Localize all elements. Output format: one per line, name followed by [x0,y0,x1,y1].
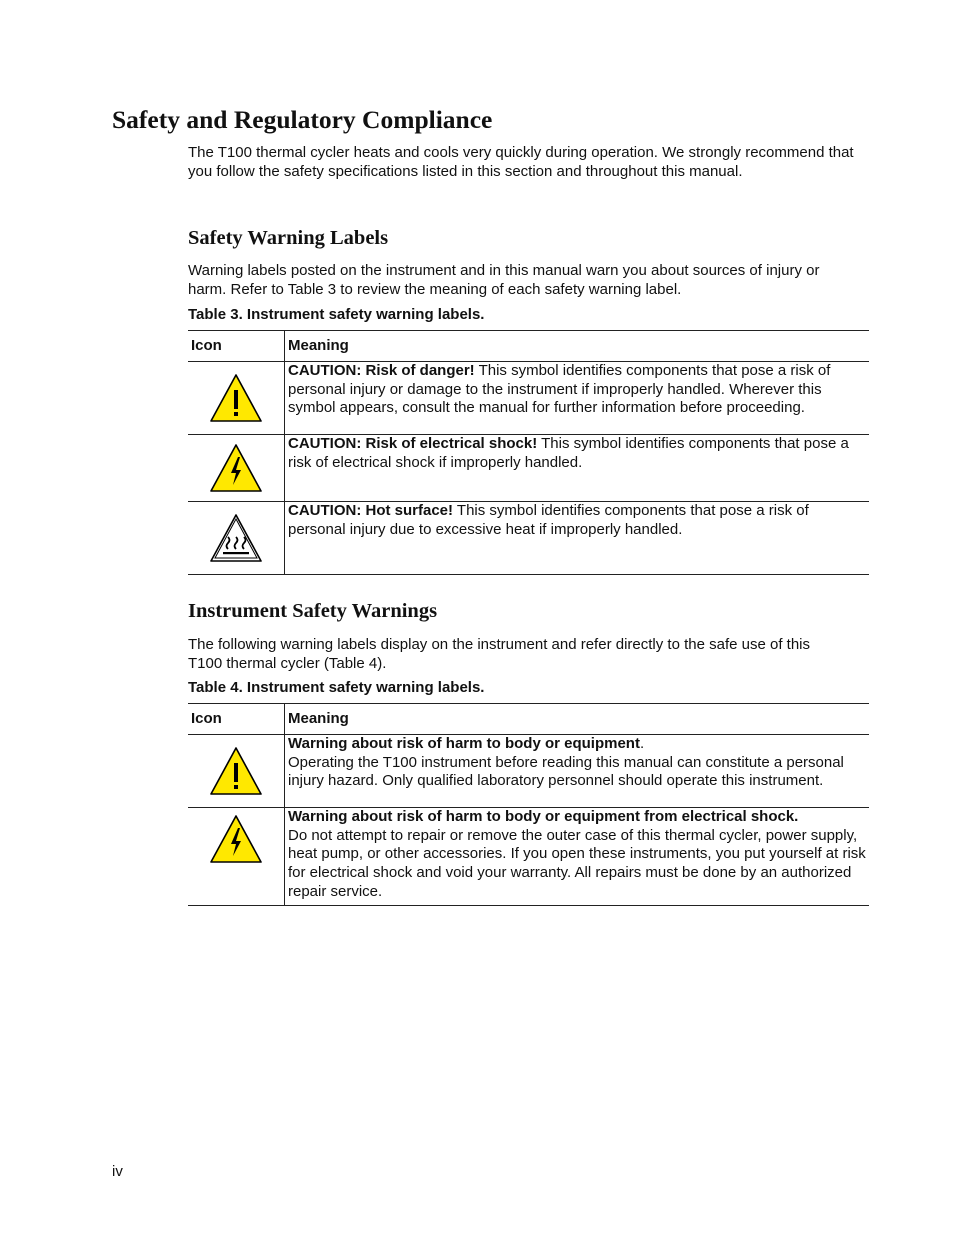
caution-body: This symbol identifies components that pose a risk of electrical shock if improperly handled. [288,435,849,471]
table4-icon-cell [188,735,285,808]
page-title: Safety and Regulatory Compliance [112,105,493,134]
general-warning-icon [209,373,263,423]
table3 [188,330,869,575]
table3-meaning-cell [285,502,870,575]
table4-icon-cell [188,808,285,906]
table3-header-row [188,331,869,362]
table4-header-icon: Icon [188,704,285,735]
electrical-shock-icon [209,814,263,864]
warning-title-suffix: . [639,735,645,752]
electrical-shock-icon [209,443,263,493]
table3-icon-cell [188,435,285,502]
section-heading-instrument-safety-warnings: Instrument Safety Warnings [188,600,438,622]
table4-header-row [188,704,869,735]
table4-caption: Table 4. Instrument safety warning labels. [188,679,485,696]
table-row [188,362,869,435]
table-row [188,735,869,808]
section-heading-safety-warning-labels: Safety Warning Labels [188,227,389,249]
table4-meaning-cell [285,808,870,906]
table4-header-meaning: Meaning [285,704,870,735]
intro-paragraph: The T100 thermal cycler heats and cools very quickly during operation. We strongly recommend that you follow the safety specifications listed in this section and throughout this manual. [188,144,854,180]
warning-title: Warning about risk of harm to body or equipment from electrical shock. [288,808,799,825]
table3-meaning-cell [285,435,870,502]
caution-body: This symbol identifies components that pose a risk of personal injury or damage to the instrument if improperly handled. Wherever this symbol appears, consult the manual for further information before proceeding. [288,362,831,417]
caution-title: CAUTION: Hot surface! [288,502,454,519]
section1-paragraph: Warning labels posted on the instrument and in this manual warn you about sources of injury or harm. Refer to Table 3 to review the meaning of each safety warning label. [188,262,820,298]
warning-body: Do not attempt to repair or remove the outer case of this thermal cycler, power supply, heat pump, or other accessories. If you open these instruments, you put yourself at risk for electrical shock and void your warranty. All repairs must be done by an authorized repair service. [288,826,866,900]
general-warning-icon [209,746,263,796]
warning-body: Operating the T100 instrument before reading this manual can constitute a personal injury hazard. Only qualified laboratory personnel should operate this instrument. [288,753,844,790]
table3-header-meaning: Meaning [285,331,870,362]
table4-meaning-cell [285,735,870,808]
table3-icon-cell [188,362,285,435]
warning-title: Warning about risk of harm to body or equipment [288,735,640,752]
table3-caption: Table 3. Instrument safety warning labels. [188,306,485,323]
caution-body: This symbol identifies components that pose a risk of personal injury due to excessive heat if improperly handled. [288,502,809,538]
table-row [188,808,869,906]
caution-title: CAUTION: Risk of danger! [288,362,475,379]
table4 [188,703,869,906]
page-number: iv [112,1163,123,1180]
table-row [188,435,869,502]
table3-header-icon: Icon [188,331,285,362]
section2-paragraph: The following warning labels display on the instrument and refer directly to the safe use of this T100 thermal cycler (Table 4). [188,636,811,672]
table3-icon-cell [188,502,285,575]
table3-meaning-cell [285,362,870,435]
hot-surface-icon [209,513,263,563]
table-row [188,502,869,575]
caution-title: CAUTION: Risk of electrical shock! [288,435,538,452]
